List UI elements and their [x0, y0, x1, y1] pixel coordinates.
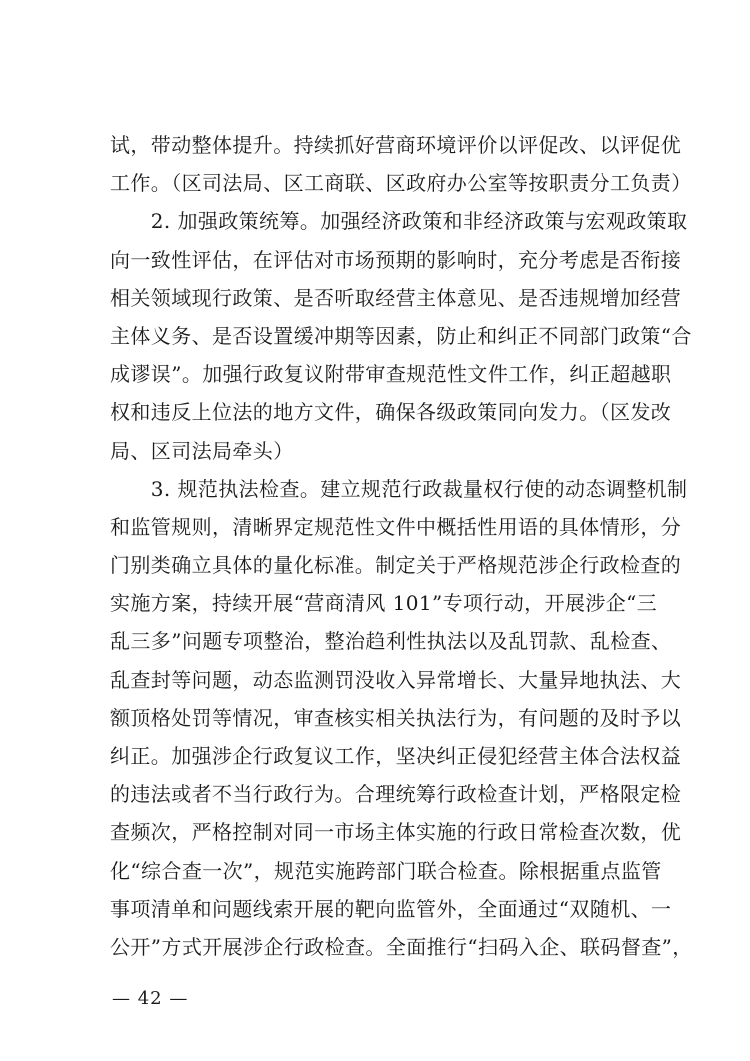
text-line: 门别类确立具体的量化标准。制定关于严格规范涉企行政检查的: [110, 553, 682, 578]
text-line: 局、区司法局牵头）: [110, 438, 294, 463]
text-line: 权和违反上位法的地方文件，确保各级政策同向发力。（区发改: [110, 400, 672, 425]
text-line: 公开”方式开展涉企行政检查。全面推行“扫码入企、联码督查”，: [110, 934, 693, 959]
text-line: 实施方案，持续开展“营商清风 101”专项行动，开展涉企“三: [110, 591, 658, 616]
text-line: 试，带动整体提升。持续抓好营商环境评价以评促改、以评促优: [110, 133, 682, 157]
text-line: 查频次，严格控制对同一市场主体实施的行政日常检查次数，优: [110, 820, 682, 845]
text-line: 化“综合查一次”，规范实施跨部门联合检查。除根据重点监管: [110, 858, 662, 883]
text-line: 主体义务、是否设置缓冲期等因素，防止和纠正不同部门政策“合: [110, 323, 692, 348]
text-line: 2. 加强政策统筹。加强经济政策和非经济政策与宏观政策取: [110, 209, 688, 234]
body-text: [110, 126, 693, 966]
text-line: 相关领域现行政策、是否听取经营主体意见、是否违规增加经营: [110, 285, 682, 310]
text-line: 乱三多”问题专项整治，整治趋利性执法以及乱罚款、乱检查、: [110, 629, 672, 654]
text-line: 纠正。加强涉企行政复议工作，坚决纠正侵犯经营主体合法权益: [110, 744, 682, 768]
text-line: 事项清单和问题线索开展的靶向监管外，全面通过“双随机、一: [110, 896, 672, 921]
text-line: 向一致性评估，在评估对市场预期的影响时，充分考虑是否衔接: [110, 247, 682, 272]
text-line: 和监管规则，清晰界定规范性文件中概括性用语的具体情形，分: [110, 514, 682, 539]
text-line: 额顶格处罚等情况，审查核实相关执法行为，有问题的及时予以: [110, 705, 682, 730]
text-line: 的违法或者不当行政行为。合理统筹行政检查计划，严格限定检: [110, 782, 682, 807]
text-line: 成谬误”。加强行政复议附带审查规范性文件工作，纠正超越职: [110, 362, 672, 387]
text-line: 乱查封等问题，动态监测罚没收入异常增长、大量异地执法、大: [110, 667, 682, 692]
page-number: — 42 —: [112, 988, 189, 1009]
text-line: 工作。（区司法局、区工商联、区政府办公室等按职责分工负责）: [110, 171, 692, 196]
text-line: 3. 规范执法检查。建立规范行政裁量权行使的动态调整机制: [110, 476, 688, 501]
